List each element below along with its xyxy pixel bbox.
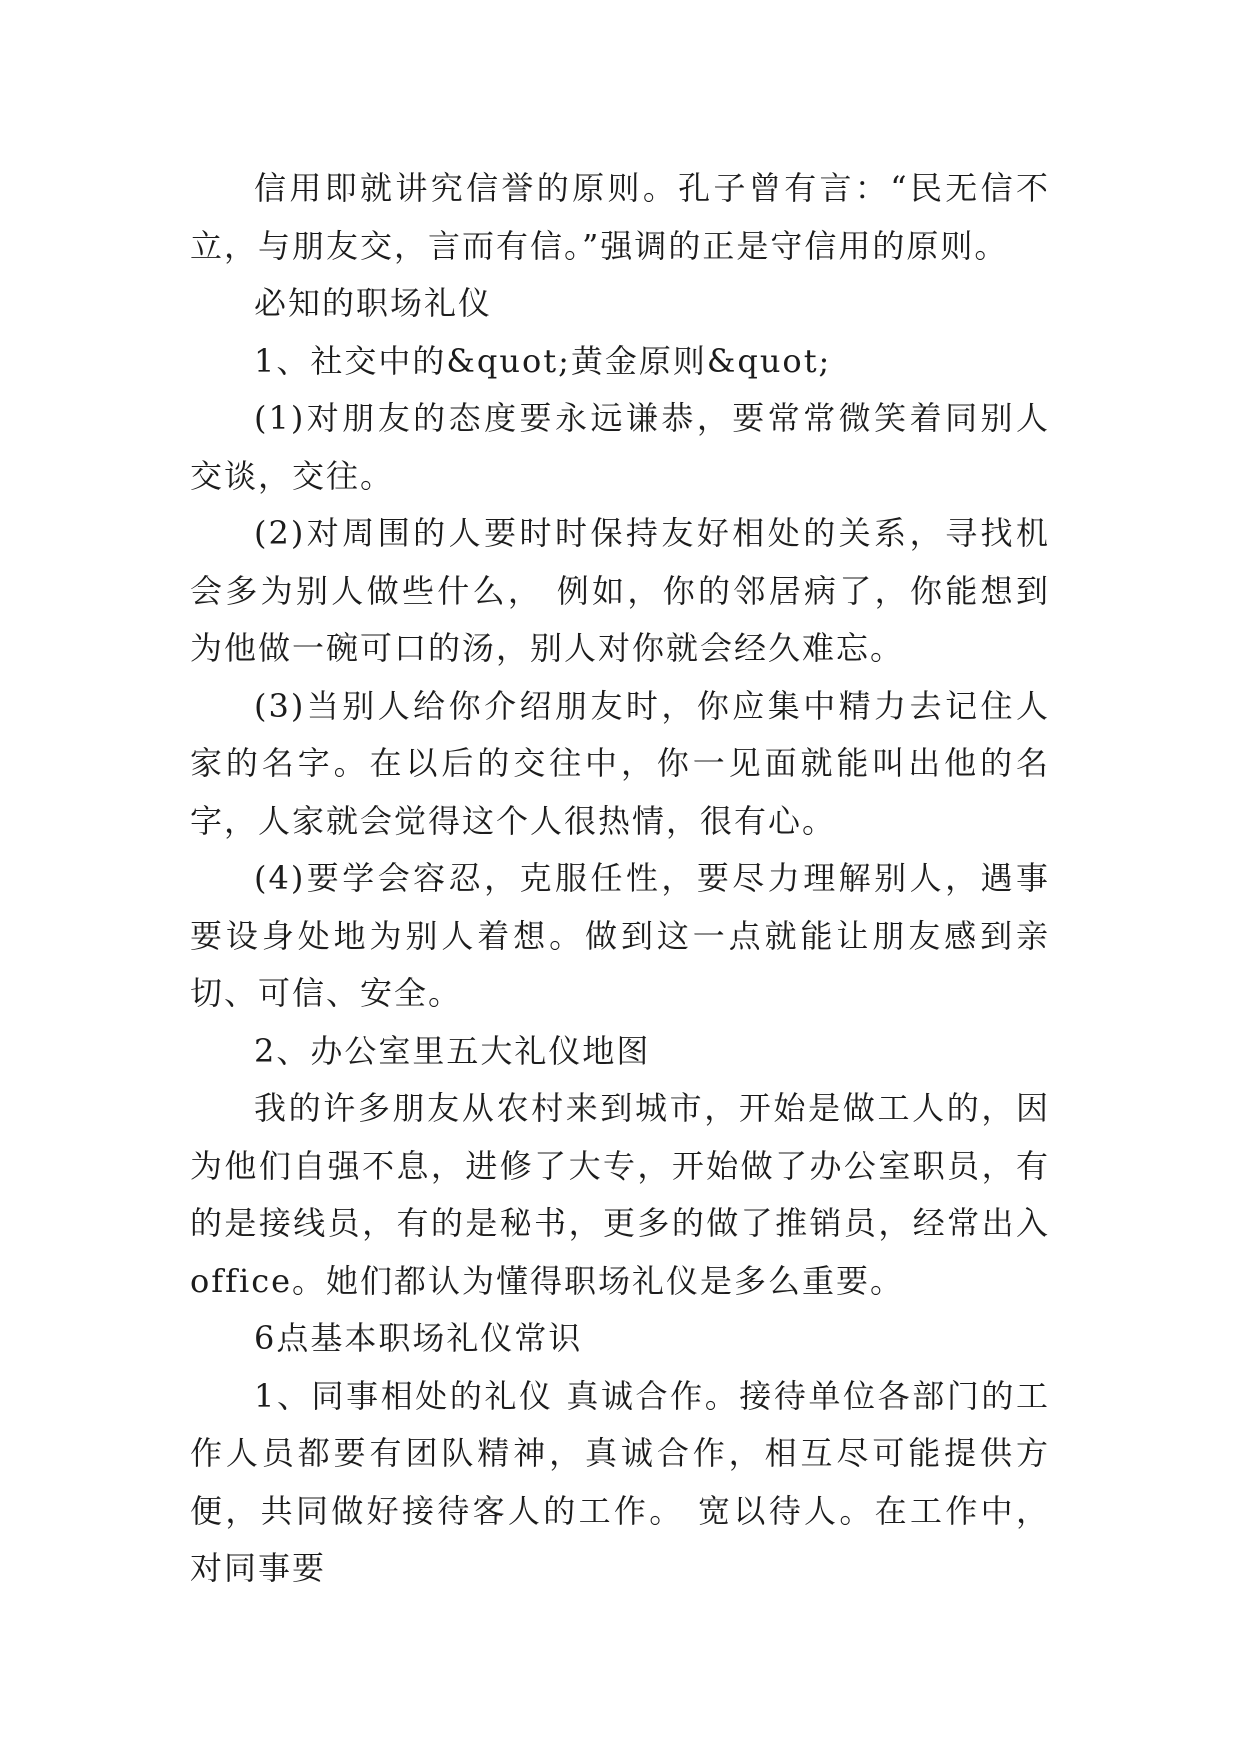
heading-workplace-etiquette: 必知的职场礼仪	[254, 284, 493, 322]
document-body	[190, 160, 1050, 1598]
heading-six-points: 6点基本职场礼仪常识	[254, 1319, 583, 1357]
paragraph-colleague-etiquette: 1、同事相处的礼仪 真诚合作。接待单位各部门的工作人员都要有团队精神，真诚合作，相互尽可能提供方便，共同做好接待客人的工作。 宽以待人。在工作中，对同事要	[190, 1376, 1050, 1587]
paragraph-rule-3: (3)当别人给你介绍朋友时，你应集中精力去记住人家的名字。在以后的交往中，你一见面就能叫出他的名字，人家就会觉得这个人很热情，很有心。	[190, 686, 1050, 840]
paragraph-rule-4: (4)要学会容忍，克服任性，要尽力理解别人，遇事要设身处地为别人着想。做到这一点就能让朋友感到亲切、可信、安全。	[190, 859, 1050, 1012]
paragraph-rule-1: (1)对朋友的态度要永远谦恭，要常常微笑着同别人交谈，交往。	[190, 399, 1050, 495]
paragraph-rule-2: (2)对周围的人要时时保持友好相处的关系，寻找机会多为别人做些什么， 例如，你的邻居病了，你能想到为他做一碗可口的汤，别人对你就会经久难忘。	[190, 514, 1050, 667]
heading-office-map: 2、办公室里五大礼仪地图	[254, 1031, 651, 1070]
paragraph-credit-principle: 信用即就讲究信誉的原则。孔子曾有言：“民无信不立，与朋友交，言而有信。”强调的正是守信用的原则。	[190, 169, 1050, 265]
paragraph-friends-story: 我的许多朋友从农村来到城市，开始是做工人的，因为他们自强不息，进修了大专，开始做了办公室职员，有的是接线员，有的是秘书，更多的做了推销员，经常出入office。她们都认为懂得职场礼仪是多么重要。	[190, 1089, 1050, 1300]
heading-golden-rule: 1、社交中的&quot;黄金原则&quot;	[254, 341, 832, 380]
